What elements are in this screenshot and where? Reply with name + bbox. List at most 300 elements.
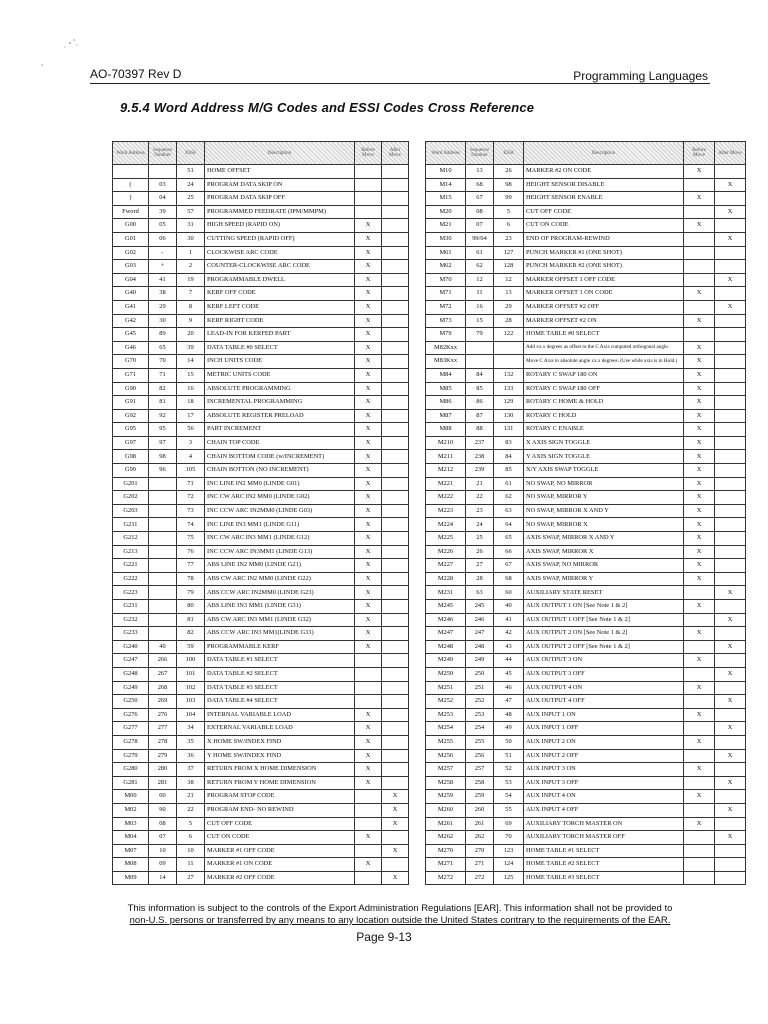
sequence-number-cell: 269 [149,695,177,709]
after-move-cell [382,178,409,192]
before-move-cell: X [355,436,382,450]
sequence-number-cell [149,627,177,641]
essi-cell: 62 [494,491,524,505]
word-address-cell: G40 [113,287,149,301]
after-move-cell [715,708,746,722]
after-move-cell [382,219,409,233]
essi-cell: 52 [494,763,524,777]
word-address-cell: M261 [426,817,466,831]
before-move-cell: X [684,382,715,396]
table-row [426,355,746,369]
word-address-cell: M83Kxx [426,355,466,369]
before-move-cell: X [684,219,715,233]
table-row [113,667,409,681]
after-move-cell: X [382,803,409,817]
before-move-cell [355,803,382,817]
after-move-cell: X [715,613,746,627]
word-address-cell: G247 [113,654,149,668]
after-move-cell [715,341,746,355]
word-address-cell: G71 [113,368,149,382]
word-address-cell: G97 [113,436,149,450]
word-address-cell: G41 [113,300,149,314]
description-cell: DATA TABLE #2 SELECT [205,667,355,681]
before-move-cell [684,695,715,709]
before-move-cell: X [355,518,382,532]
table-row [113,831,409,845]
essi-cell: 44 [494,654,524,668]
before-move-cell: X [684,817,715,831]
essi-cell: 127 [494,246,524,260]
after-move-cell: X [382,871,409,885]
before-move-cell [684,205,715,219]
after-move-cell [382,572,409,586]
word-address-cell: G95 [113,423,149,437]
essi-cell: 85 [494,464,524,478]
after-move-cell [382,735,409,749]
table-row [113,817,409,831]
word-address-cell: M271 [426,858,466,872]
after-move-cell [382,613,409,627]
table-row [426,776,746,790]
essi-cell: 74 [177,518,205,532]
essi-cell: 19 [177,273,205,287]
description-cell: INC LINE IN3 MM1 (LINDE G11) [205,518,355,532]
after-move-cell [382,708,409,722]
table-row [426,600,746,614]
table-row [426,396,746,410]
after-move-cell [382,627,409,641]
after-move-cell [382,695,409,709]
essi-cell: 84 [494,450,524,464]
sequence-number-cell: 268 [149,681,177,695]
description-cell: NO SWAP, MIRROR X [524,518,684,532]
description-cell: ABSOLUTE PROGRAMMING [205,382,355,396]
before-move-cell [355,654,382,668]
sequence-number-cell: 246 [466,613,494,627]
sequence-number-cell: 08 [466,205,494,219]
before-move-cell [684,640,715,654]
before-move-cell: X [355,450,382,464]
word-address-cell: G249 [113,681,149,695]
table-row [426,559,746,573]
word-address-cell: M223 [426,504,466,518]
sequence-number-cell: 12 [466,273,494,287]
essi-cell: 31 [177,219,205,233]
description-cell: CLOCKWISE ARC CODE [205,246,355,260]
essi-cell: 130 [494,409,524,423]
word-address-cell: M87 [426,409,466,423]
table-row [113,368,409,382]
table-row [113,260,409,274]
after-move-cell [382,858,409,872]
description-cell: ABS CCW ARC IN2MM0 (LINDE G23) [205,586,355,600]
table-row [426,260,746,274]
description-cell: CUT ON CODE [205,831,355,845]
after-move-cell: X [382,790,409,804]
description-cell: KERF OFF CODE [205,287,355,301]
description-cell: CHAIN BOTTOM CODE (w/INCREMENT) [205,450,355,464]
essi-cell: 36 [177,749,205,763]
column-header: After Move [715,142,746,165]
sequence-number-cell: 81 [149,396,177,410]
essi-cell: 40 [494,600,524,614]
description-cell: AUXILIARY TORCH MASTER ON [524,817,684,831]
table-row [426,790,746,804]
table-row [426,858,746,872]
after-move-cell [715,192,746,206]
page-number: Page 9-13 [356,930,412,944]
before-move-cell: X [355,776,382,790]
description-cell: CHAIN TOP CODE [205,436,355,450]
before-move-cell: X [684,341,715,355]
description-cell: METRIC UNITS CODE [205,368,355,382]
after-move-cell [382,165,409,179]
before-move-cell: X [684,423,715,437]
essi-cell: 57 [177,205,205,219]
table-row [113,409,409,423]
essi-cell: 133 [494,382,524,396]
table-row [113,355,409,369]
after-move-cell [715,436,746,450]
essi-cell: 46 [494,681,524,695]
table-row [113,436,409,450]
cross-reference-table-right [425,141,746,885]
after-move-cell: X [715,776,746,790]
table-row [426,165,746,179]
description-cell: PROGRAM DATA SKIP ON [205,178,355,192]
description-cell: DATA TABLE #4 SELECT [205,695,355,709]
sequence-number-cell: 270 [466,844,494,858]
word-address-cell: M72 [426,300,466,314]
description-cell: ABS CW ARC IN3 MM1 (LINDE G32) [205,613,355,627]
after-move-cell [382,314,409,328]
description-cell: HOME TABLE #1 SELECT [524,844,684,858]
essi-cell: 81 [177,613,205,627]
word-address-cell: M228 [426,572,466,586]
before-move-cell: X [684,600,715,614]
sequence-number-cell: 87 [466,409,494,423]
after-move-cell: X [715,300,746,314]
column-header: Sequence Number [466,142,494,165]
description-cell: ABS LINE IN2 MM0 (LINDE G21) [205,559,355,573]
word-address-cell: G278 [113,735,149,749]
after-move-cell: X [715,695,746,709]
after-move-cell [715,165,746,179]
after-move-cell [382,382,409,396]
description-cell: NO SWAP, NO MIRROR [524,477,684,491]
sequence-number-cell: 255 [466,735,494,749]
sequence-number-cell [149,600,177,614]
before-move-cell: X [355,219,382,233]
after-move-cell [382,831,409,845]
after-move-cell [382,300,409,314]
table-row [426,545,746,559]
table-row [426,763,746,777]
before-move-cell: X [355,314,382,328]
description-cell: MARKER #1 ON CODE [205,858,355,872]
description-cell: AUX OUTPUT 4 ON [524,681,684,695]
sequence-number-cell: + [149,260,177,274]
after-move-cell [715,844,746,858]
word-address-cell: G233 [113,627,149,641]
table-row [113,844,409,858]
word-address-cell: M262 [426,831,466,845]
sequence-number-cell: 13 [466,165,494,179]
word-address-cell: M07 [113,844,149,858]
column-header: Description [524,142,684,165]
description-cell: X HOME SW/INDEX FIND [205,735,355,749]
cross-reference-table-left [112,141,409,885]
table-row [113,871,409,885]
sequence-number-cell [149,559,177,573]
word-address-cell: G250 [113,695,149,709]
sequence-number-cell: 258 [466,776,494,790]
after-move-cell: X [715,205,746,219]
word-address-cell: M250 [426,667,466,681]
description-cell: AUX INPUT 1 ON [524,708,684,722]
after-move-cell [715,409,746,423]
word-address-cell: G279 [113,749,149,763]
word-address-cell: G280 [113,763,149,777]
sequence-number-cell: 25 [466,532,494,546]
description-cell: HIGH SPEED (RAPID ON) [205,219,355,233]
word-address-cell: M249 [426,654,466,668]
notice-line-1: This information is subject to the controls of the Export Administration Regulations [EAR]. This information shall not be provided to [127,903,673,914]
after-move-cell: X [715,749,746,763]
sequence-number-cell: 238 [466,450,494,464]
after-move-cell: X [382,844,409,858]
column-header: Description [205,142,355,165]
word-address-cell: M270 [426,844,466,858]
before-move-cell: X [355,763,382,777]
before-move-cell: X [355,382,382,396]
essi-cell: 79 [177,586,205,600]
after-move-cell [715,314,746,328]
after-move-cell [715,681,746,695]
sequence-number-cell: 260 [466,803,494,817]
essi-cell: 82 [177,627,205,641]
sequence-number-cell: 97 [149,436,177,450]
essi-cell: 10 [177,844,205,858]
before-move-cell [684,803,715,817]
essi-cell: 125 [494,871,524,885]
essi-cell: 65 [494,532,524,546]
after-move-cell [715,817,746,831]
description-cell: ABSOLUTE REGISTER PRELOAD [205,409,355,423]
sequence-number-cell: 65 [149,341,177,355]
description-cell: CUT ON CODE [524,219,684,233]
sequence-number-cell: 63 [466,586,494,600]
before-move-cell: X [355,559,382,573]
word-address-cell: G276 [113,708,149,722]
word-address-cell: M245 [426,600,466,614]
after-move-cell [715,790,746,804]
essi-cell: 34 [177,722,205,736]
essi-cell [494,355,524,369]
before-move-cell: X [355,858,382,872]
essi-cell: 50 [494,735,524,749]
table-header-row [113,142,409,165]
essi-cell: 71 [177,477,205,491]
description-cell: ROTARY C HOLD [524,409,684,423]
sequence-number-cell: 70 [149,355,177,369]
after-move-cell [715,450,746,464]
sequence-number-cell: 85 [466,382,494,396]
before-move-cell [684,178,715,192]
document-id: AO-70397 Rev D [90,67,182,81]
before-move-cell: X [684,192,715,206]
table-row [113,287,409,301]
description-cell: AUX INPUT 2 OFF [524,749,684,763]
description-cell: AXIS SWAP, MIRROR X [524,545,684,559]
before-move-cell: X [355,355,382,369]
after-move-cell [715,871,746,885]
sequence-number-cell: 239 [466,464,494,478]
after-move-cell [715,368,746,382]
description-cell: ROTARY C SWAP 180 ON [524,368,684,382]
word-address-cell: M212 [426,464,466,478]
description-cell: INC CCW ARC IN3MM1 (LINDE G13) [205,545,355,559]
description-cell: HOME TABLE #2 SELECT [524,858,684,872]
description-cell: MARKER OFFSET #2 OFF [524,300,684,314]
before-move-cell [684,328,715,342]
table-row [113,532,409,546]
word-address-cell: M246 [426,613,466,627]
essi-cell: 80 [177,600,205,614]
description-cell: MARKER OFFSET #2 ON [524,314,684,328]
essi-cell: 102 [177,681,205,695]
word-address-cell: M221 [426,477,466,491]
sequence-number-cell: 279 [149,749,177,763]
after-move-cell [715,532,746,546]
after-move-cell [715,396,746,410]
table-row [113,559,409,573]
table-row [426,464,746,478]
table-row [113,504,409,518]
sequence-number-cell: 254 [466,722,494,736]
before-move-cell: X [355,396,382,410]
before-move-cell: X [684,464,715,478]
word-address-cell: M73 [426,314,466,328]
word-address-cell: G202 [113,491,149,505]
word-address-cell: G01 [113,232,149,246]
table-row [113,464,409,478]
after-move-cell [715,382,746,396]
table-row [113,722,409,736]
after-move-cell [715,355,746,369]
word-address-cell: M258 [426,776,466,790]
word-address-cell: M79 [426,328,466,342]
table-row [426,314,746,328]
before-move-cell: X [355,722,382,736]
sequence-number-cell: 07 [466,219,494,233]
before-move-cell: X [355,328,382,342]
table-row [113,477,409,491]
table-row [426,735,746,749]
word-address-cell: G203 [113,504,149,518]
essi-cell: 4 [177,450,205,464]
sequence-number-cell: 09 [149,858,177,872]
description-cell: DATA TABLE #3 SELECT [205,681,355,695]
description-cell: HEIGHT SENSOR ENABLE [524,192,684,206]
table-row [113,627,409,641]
sequence-number-cell: 247 [466,627,494,641]
sequence-number-cell: 41 [149,273,177,287]
after-move-cell [382,518,409,532]
sequence-number-cell: 262 [466,831,494,845]
table-row [113,803,409,817]
description-cell: X/Y AXIS SWAP TOGGLE [524,464,684,478]
essi-cell: 70 [494,831,524,845]
word-address-cell: M256 [426,749,466,763]
before-move-cell: X [355,232,382,246]
before-move-cell: X [684,491,715,505]
after-move-cell [715,858,746,872]
before-move-cell: X [684,545,715,559]
word-address-cell: G91 [113,396,149,410]
essi-cell: 83 [494,436,524,450]
word-address-cell: M62 [426,260,466,274]
word-address-cell: M30 [426,232,466,246]
before-move-cell [355,192,382,206]
before-move-cell: X [355,273,382,287]
after-move-cell [382,491,409,505]
sequence-number-cell [149,586,177,600]
description-cell: KERF LEFT CODE [205,300,355,314]
word-address-cell: G232 [113,613,149,627]
before-move-cell: X [684,436,715,450]
after-move-cell [382,287,409,301]
essi-cell: 68 [494,572,524,586]
description-cell: AXIS SWAP, MIRROR Y [524,572,684,586]
before-move-cell: X [684,355,715,369]
essi-cell: 103 [177,695,205,709]
after-move-cell [715,545,746,559]
word-address-cell: M10 [426,165,466,179]
essi-cell: 98 [494,178,524,192]
essi-cell: 20 [177,328,205,342]
after-move-cell [382,600,409,614]
essi-cell: 13 [494,287,524,301]
before-move-cell: X [355,341,382,355]
before-move-cell [355,205,382,219]
word-address-cell: G213 [113,545,149,559]
sequence-number-cell: 79 [466,328,494,342]
description-cell: DATA TABLE #0 SELECT [205,341,355,355]
sequence-number-cell: 253 [466,708,494,722]
essi-cell: 41 [494,613,524,627]
before-move-cell: X [684,504,715,518]
before-move-cell [684,586,715,600]
before-move-cell: X [355,409,382,423]
sequence-number-cell: 276 [149,708,177,722]
sequence-number-cell: 261 [466,817,494,831]
essi-cell: 131 [494,423,524,437]
description-cell: CHAIN BOTTON (NO INCREMENT) [205,464,355,478]
notice-line-2 [100,915,700,927]
after-move-cell [715,654,746,668]
before-move-cell: X [684,165,715,179]
description-cell: EXTERNAL VARIABLE LOAD [205,722,355,736]
essi-cell: 128 [494,260,524,274]
table-row [113,450,409,464]
before-move-cell [684,749,715,763]
essi-cell: 51 [494,749,524,763]
word-address-cell: G277 [113,722,149,736]
essi-cell: 9 [177,314,205,328]
column-header: ESSI [494,142,524,165]
table-row [426,667,746,681]
